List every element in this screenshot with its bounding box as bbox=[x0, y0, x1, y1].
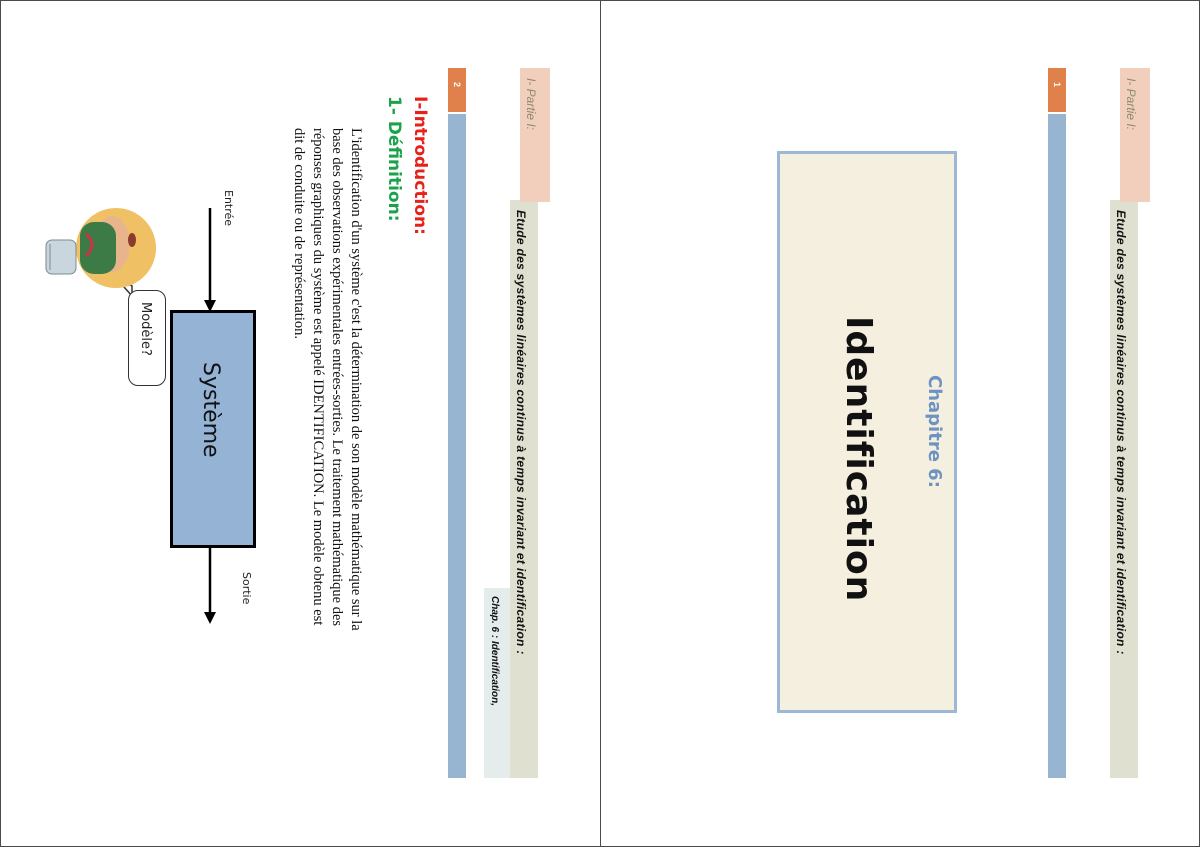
output-label: Sortie bbox=[240, 572, 253, 605]
arrow-down-icon bbox=[204, 612, 216, 624]
paragraph-line-3: réponses graphiques du système est appelé IDENTIFICATION. Le modèle obtenu est bbox=[310, 128, 326, 626]
paragraph-line-4: dit de conduite ou de représentation. bbox=[291, 128, 307, 339]
page-badge bbox=[448, 68, 466, 112]
partie-label: I- Partie I: bbox=[1124, 78, 1138, 131]
thinking-person-eye bbox=[128, 233, 136, 247]
page-badge bbox=[1048, 68, 1066, 112]
header-title: Etude des systèmes linéaires continus à temps invariant et identification : bbox=[514, 210, 528, 655]
input-label: Entrée bbox=[222, 190, 235, 227]
page-number: 2 bbox=[452, 82, 462, 88]
page-divider bbox=[600, 0, 601, 846]
page-number: 1 bbox=[1052, 82, 1062, 88]
blue-strip bbox=[1048, 114, 1066, 778]
thinking-person-shirt bbox=[80, 222, 116, 274]
section-heading: I-Introduction: bbox=[410, 96, 430, 235]
input-arrow bbox=[200, 208, 220, 312]
thinking-person-icon bbox=[36, 204, 160, 296]
paragraph-line-1: L'identification d'un système c'est la détermination de son modèle mathématique sur la bbox=[348, 128, 364, 631]
bubble-text: Modèle? bbox=[138, 302, 153, 356]
header-title: Etude des systèmes linéaires continus à temps invariant et identification : bbox=[1114, 210, 1128, 655]
paragraph-line-2: base des observations expérimentales entrées-sorties. Le traitement mathématique des bbox=[329, 128, 345, 627]
chapter-label: Chapitre 6: bbox=[924, 375, 945, 488]
chapter-title: Identification bbox=[838, 316, 879, 603]
subsection-heading: 1- Définition: bbox=[384, 96, 404, 222]
output-arrow bbox=[200, 546, 220, 626]
partie-label: I- Partie I: bbox=[524, 78, 538, 131]
blue-strip bbox=[448, 114, 466, 778]
chapter-tag: Chap. 6 : Identification, bbox=[489, 596, 500, 707]
system-label: Système bbox=[198, 362, 223, 458]
